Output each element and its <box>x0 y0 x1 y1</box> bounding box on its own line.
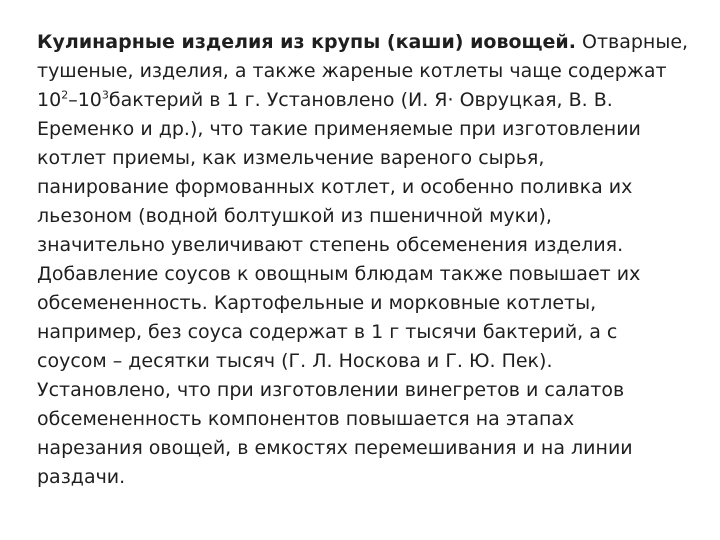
text-line-7: льезоном (водной болтушкой из пшеничной муки), <box>37 205 552 227</box>
text-line-3-rest: бактерий в 1 г. Установлено (И. Я· Овруцкая, В. В. <box>108 89 613 111</box>
text-line-16: раздачи. <box>37 466 126 488</box>
exponent-2: 3 <box>101 88 109 102</box>
section-heading: Кулинарные изделия из крупы (каши) иовощей. <box>37 31 576 53</box>
text-line-10: обсемененность. Картофельные и морковные котлеты, <box>37 292 597 314</box>
text-line-9: Добавление соусов к овощным блюдам также повышает их <box>37 263 641 285</box>
text-line-1 <box>37 28 701 57</box>
text-line-1-rest: Отварные, <box>575 31 689 53</box>
text-line-5: котлет приемы, как измельчение вареного сырья, <box>37 147 545 169</box>
text-line-8: значительно увеличивают степень обсеменения изделия. <box>37 234 624 256</box>
exponent-base-2: –10 <box>68 89 102 111</box>
text-line-4: Еременко и др.), что такие применяемые при изготовлении <box>37 118 641 140</box>
exponent-1: 2 <box>61 88 69 102</box>
text-line-12: соусом – десятки тысяч (Г. Л. Носкова и Г. Ю. Пек). <box>37 350 553 372</box>
text-line-6: панирование формованных котлет, и особенно поливка их <box>37 176 633 198</box>
text-line-15: нарезания овощей, в емкостях перемешивания и на линии <box>37 437 633 459</box>
text-line-2: тушеные, изделия, а также жареные котлеты чаще содержат <box>37 60 667 82</box>
body-text <box>37 28 701 492</box>
exponent-base-1: 10 <box>37 89 62 111</box>
text-line-3 <box>37 86 701 115</box>
text-line-14: обсемененность компонентов повышается на этапах <box>37 408 575 430</box>
text-line-11: например, без соуса содержат в 1 г тысячи бактерий, а с <box>37 321 618 343</box>
text-line-13: Установлено, что при изготовлении винегретов и салатов <box>37 379 625 401</box>
